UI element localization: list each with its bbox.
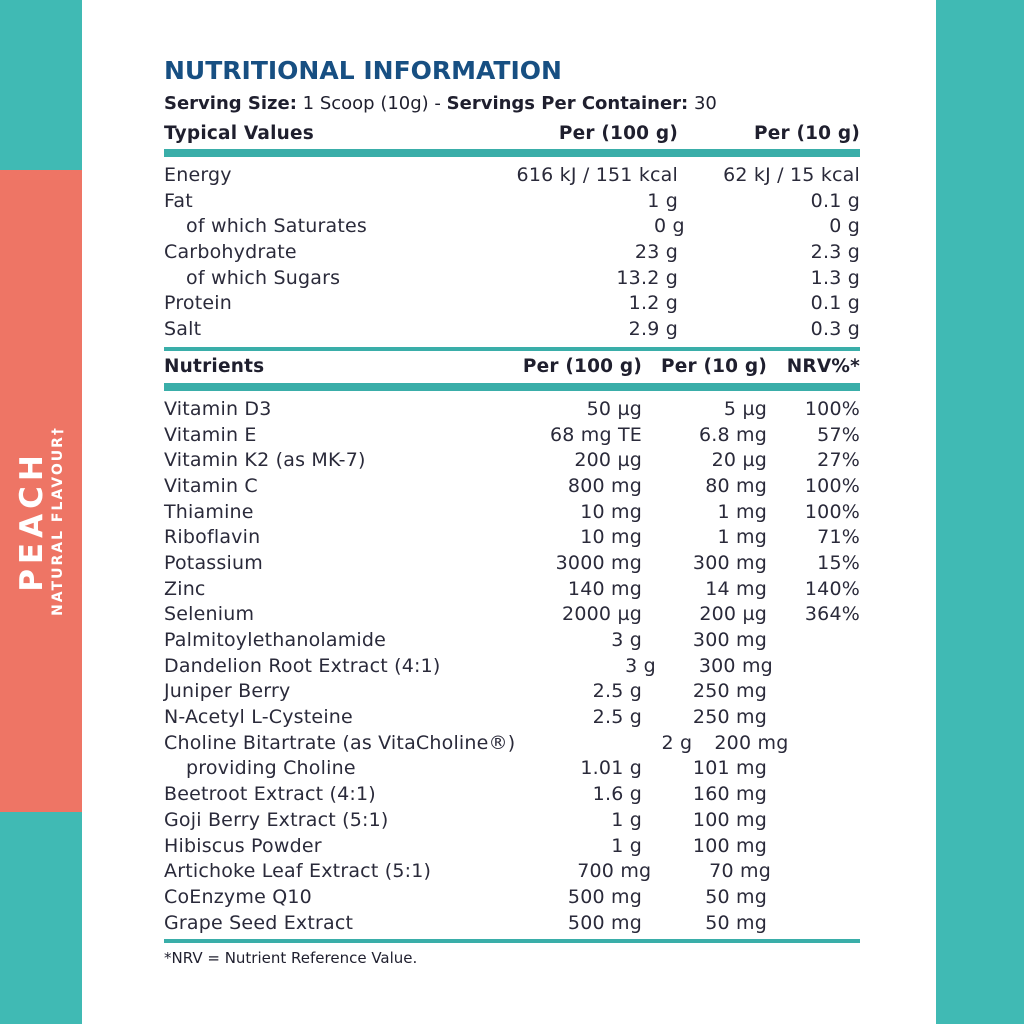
- value-per-100g: 13.2 g: [616, 266, 678, 289]
- header-per-10g: Per (10 g): [753, 123, 860, 144]
- value-per-10g: 300 mg: [698, 654, 773, 677]
- value-nrv: 71%: [817, 526, 860, 549]
- value-per-100g: 68 mg TE: [549, 423, 642, 446]
- row-label: Riboflavin: [164, 526, 261, 549]
- value-per-10g: 0 g: [829, 215, 860, 238]
- typical-values-rows: [164, 163, 860, 343]
- value-per-100g: 2.5 g: [592, 706, 642, 729]
- table-row: [164, 551, 860, 577]
- table-row: [164, 628, 860, 654]
- flavour-name: PEACH: [14, 450, 50, 592]
- table-row: [164, 679, 860, 705]
- value-per-100g: 50 µg: [586, 397, 642, 420]
- table-row: [164, 189, 860, 215]
- page-title: NUTRITIONAL INFORMATION: [164, 56, 562, 85]
- table-row: [164, 859, 860, 885]
- value-per-100g: 2.9 g: [628, 318, 678, 341]
- table-row: [164, 423, 860, 449]
- value-per-10g: 62 kJ / 15 kcal: [723, 164, 860, 186]
- value-per-100g: 1 g: [611, 808, 642, 831]
- value-per-10g: 250 mg: [692, 706, 767, 729]
- table-row: [164, 602, 860, 628]
- value-per-100g: 3 g: [625, 654, 656, 677]
- header-per-100g: Per (100 g): [558, 123, 678, 144]
- row-label: Protein: [164, 292, 233, 315]
- row-label: Grape Seed Extract: [164, 911, 354, 934]
- header-divider: [164, 383, 860, 391]
- header-nrv: NRV%*: [786, 355, 860, 377]
- table-row: [164, 756, 860, 782]
- value-per-100g: 500 mg: [567, 911, 642, 934]
- row-label: Vitamin D3: [164, 397, 272, 420]
- value-per-10g: 101 mg: [692, 757, 767, 780]
- table-row: [164, 474, 860, 500]
- flavour-subtitle: NATURAL FLAVOUR†: [50, 426, 66, 616]
- value-per-10g: 2.3 g: [810, 241, 860, 264]
- table-row: [164, 731, 860, 757]
- typical-values-table: [164, 118, 860, 347]
- serving-size-label: Serving Size:: [164, 93, 297, 114]
- value-per-10g: 300 mg: [692, 551, 767, 574]
- table-row: [164, 911, 860, 937]
- value-per-100g: 3 g: [611, 629, 642, 651]
- header-label: Nutrients: [164, 355, 265, 377]
- header-divider: [164, 149, 860, 157]
- value-per-100g: 1.6 g: [592, 783, 642, 806]
- table-row: [164, 397, 860, 423]
- row-label: Artichoke Leaf Extract (5:1): [164, 860, 432, 883]
- value-nrv: 364%: [804, 603, 860, 626]
- table-row: [164, 654, 860, 680]
- value-per-10g: 14 mg: [705, 577, 767, 600]
- value-per-10g: 5 µg: [723, 397, 767, 420]
- row-label: Vitamin C: [164, 474, 258, 497]
- value-per-10g: 50 mg: [705, 885, 767, 908]
- row-label: Thiamine: [164, 500, 254, 523]
- value-per-10g: 250 mg: [692, 680, 767, 703]
- value-per-100g: 0 g: [653, 215, 685, 238]
- typical-values-header: [164, 118, 860, 149]
- value-per-100g: 800 mg: [567, 474, 642, 497]
- row-label: N-Acetyl L-Cysteine: [164, 706, 353, 729]
- value-per-10g: 0.1 g: [810, 292, 860, 315]
- servings-per-container-label: Servings Per Container:: [446, 93, 689, 114]
- row-label: Beetroot Extract (4:1): [164, 783, 376, 806]
- value-nrv: 100%: [804, 474, 860, 497]
- value-per-10g: 200 mg: [714, 731, 789, 754]
- value-per-10g: 1.3 g: [810, 266, 860, 289]
- row-label: Zinc: [164, 577, 206, 600]
- value-per-100g: 10 mg: [580, 500, 642, 523]
- header-label: Typical Values: [164, 123, 314, 144]
- value-per-10g: 0.1 g: [810, 189, 860, 212]
- table-row: [164, 291, 860, 317]
- serving-info: [164, 90, 860, 118]
- value-per-100g: 2 g: [661, 731, 693, 754]
- value-per-10g: 1 mg: [717, 526, 767, 549]
- table-row: [164, 240, 860, 266]
- table-row: [164, 782, 860, 808]
- row-label: Choline Bitartrate (as VitaCholine®): [164, 731, 516, 754]
- value-per-10g: 80 mg: [705, 474, 767, 497]
- value-per-10g: 1 mg: [717, 500, 767, 523]
- row-label: Energy: [164, 164, 232, 186]
- table-row: [164, 317, 860, 343]
- value-per-10g: 200 µg: [699, 603, 767, 626]
- value-per-100g: 1 g: [647, 189, 678, 212]
- row-label: Goji Berry Extract (5:1): [164, 808, 389, 831]
- table-row: [164, 214, 860, 240]
- value-per-10g: 300 mg: [692, 629, 767, 651]
- value-per-100g: 616 kJ / 151 kcal: [516, 164, 678, 186]
- header-per-10g: Per (10 g): [660, 355, 767, 377]
- value-per-100g: 3000 mg: [555, 551, 642, 574]
- value-per-100g: 23 g: [634, 241, 678, 264]
- table-row: [164, 525, 860, 551]
- row-label: Vitamin E: [164, 423, 257, 446]
- value-nrv: 100%: [804, 397, 860, 420]
- row-label: Selenium: [164, 603, 255, 626]
- row-label: Carbohydrate: [164, 241, 297, 264]
- value-nrv: 15%: [817, 551, 860, 574]
- header-per-100g: Per (100 g): [522, 355, 642, 377]
- table-row: [164, 266, 860, 292]
- row-label: of which Saturates: [186, 215, 368, 238]
- value-per-100g: 2000 µg: [562, 603, 642, 626]
- table-row: [164, 500, 860, 526]
- servings-per-container-value: 30: [688, 93, 717, 114]
- value-per-100g: 10 mg: [580, 526, 642, 549]
- value-per-10g: 20 µg: [711, 449, 767, 472]
- right-teal-band: [936, 0, 1024, 1024]
- value-per-10g: 160 mg: [692, 783, 767, 806]
- row-label: CoEnzyme Q10: [164, 885, 312, 908]
- value-nrv: 140%: [804, 577, 860, 600]
- value-per-100g: 700 mg: [577, 860, 652, 883]
- flavour-label: [15, 426, 67, 616]
- value-per-10g: 100 mg: [692, 808, 767, 831]
- serving-size-value: 1 Scoop (10g) -: [296, 93, 447, 114]
- footnote: *NRV = Nutrient Reference Value.: [164, 949, 418, 968]
- row-label: providing Choline: [186, 757, 356, 780]
- row-label: Vitamin K2 (as MK-7): [164, 449, 366, 472]
- row-label: Fat: [164, 189, 193, 212]
- row-label: of which Sugars: [186, 266, 341, 289]
- value-per-100g: 1 g: [611, 834, 642, 857]
- value-per-10g: 6.8 mg: [698, 423, 767, 446]
- nutrients-table: [164, 351, 860, 939]
- row-label: Dandelion Root Extract (4:1): [164, 654, 441, 677]
- value-nrv: 27%: [817, 449, 860, 472]
- value-per-100g: 1.01 g: [580, 757, 642, 780]
- value-per-10g: 50 mg: [705, 911, 767, 934]
- table-row: [164, 163, 860, 189]
- value-per-100g: 500 mg: [567, 885, 642, 908]
- table-row: [164, 808, 860, 834]
- nutrients-rows: [164, 397, 860, 936]
- row-label: Potassium: [164, 551, 263, 574]
- table-row: [164, 705, 860, 731]
- value-nrv: 57%: [817, 423, 860, 446]
- value-per-10g: 0.3 g: [810, 318, 860, 341]
- value-per-100g: 200 µg: [574, 449, 642, 472]
- row-label: Hibiscus Powder: [164, 834, 322, 857]
- row-label: Palmitoylethanolamide: [164, 629, 387, 651]
- row-label: Juniper Berry: [164, 680, 291, 703]
- value-nrv: 100%: [804, 500, 860, 523]
- value-per-10g: 100 mg: [692, 834, 767, 857]
- row-label: Salt: [164, 318, 202, 341]
- table-bottom-rule: [164, 939, 860, 943]
- nutrition-panel: [164, 52, 860, 969]
- table-row: [164, 577, 860, 603]
- value-per-10g: 70 mg: [709, 860, 771, 883]
- table-row: [164, 885, 860, 911]
- value-per-100g: 140 mg: [567, 577, 642, 600]
- table-row: [164, 448, 860, 474]
- nutrients-header: [164, 351, 860, 383]
- value-per-100g: 2.5 g: [592, 680, 642, 703]
- value-per-100g: 1.2 g: [628, 292, 678, 315]
- table-row: [164, 834, 860, 860]
